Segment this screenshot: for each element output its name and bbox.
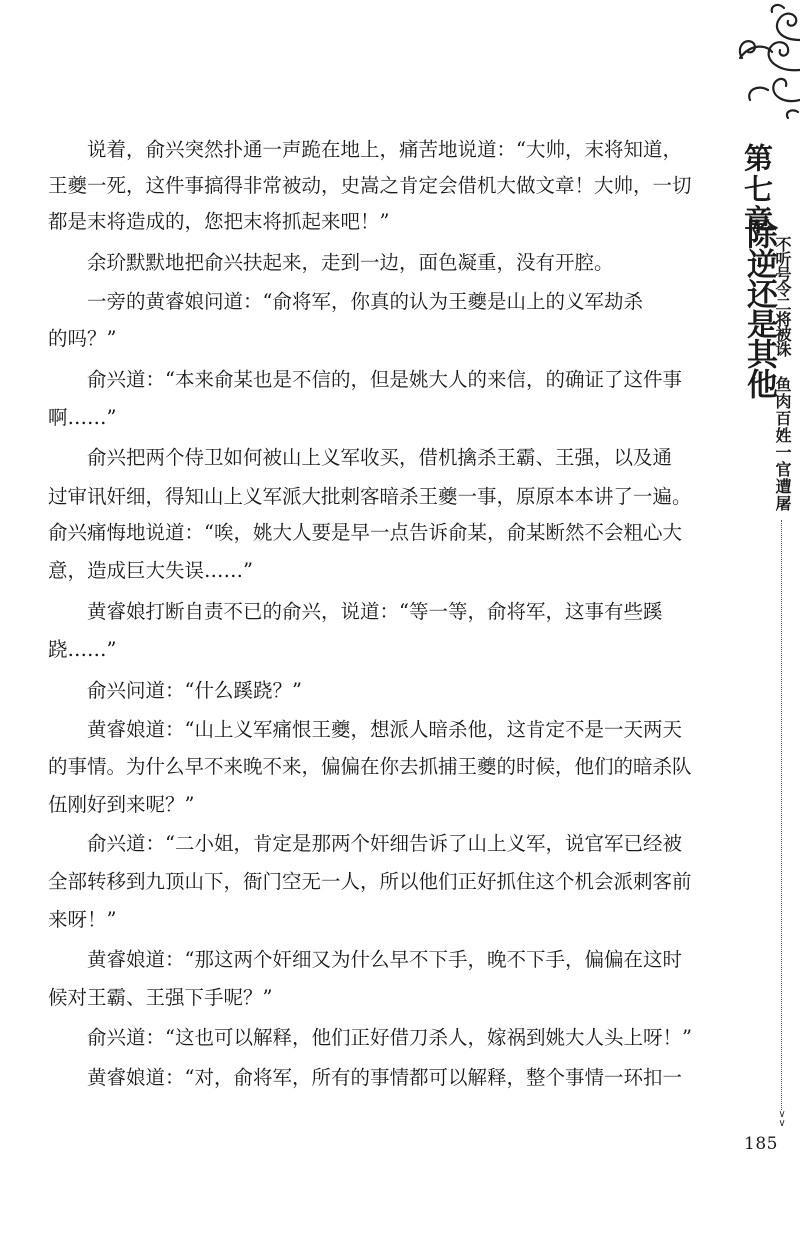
text-line: 余玠默默地把俞兴扶起来，走到一边，面色凝重，没有开腔。 [48, 251, 614, 274]
text-line: 黄睿娘道：“那这两个奸细又为什么早不下手，晚不下手，偏偏在这时 [48, 948, 682, 971]
text-line: 的事情。为什么早不来晚不来，偏偏在你去抓捕王夔的时候，他们的暗杀队 [48, 755, 692, 778]
text-line: 都是末将造成的，您把末将抓起来吧！” [48, 210, 390, 233]
text-line: 全部转移到九顶山下，衙门空无一人，所以他们正好抓住这个机会派刺客前 [48, 870, 692, 893]
text-line: 黄睿娘道：“山上义军痛恨王夔，想派人暗杀他，这肯定不是一天两天 [48, 718, 682, 741]
text-line: 黄睿娘打断自责不已的俞兴，说道：“等一等，俞将军，这事有些蹊 [48, 600, 663, 623]
text-line: 的吗？” [48, 327, 117, 350]
text-line: 俞兴把两个侍卫如何被山上义军收买，借机擒杀王霸、王强，以及通 [48, 446, 673, 469]
text-line: 跷……” [48, 638, 117, 661]
text-line: 一旁的黄睿娘问道：“俞将军，你真的认为王夔是山上的义军劫杀 [48, 290, 643, 313]
text-line: 伍刚好到来呢？” [48, 793, 195, 816]
text-line: 王夔一死，这件事搞得非常被动，史嵩之肯定会借机大做文章！大帅，一切 [48, 174, 692, 197]
text-line: 说着，俞兴突然扑通一声跪在地上，痛苦地说道：“大帅，末将知道， [48, 138, 682, 161]
section-subtitle: 不听号令二将被诛 [773, 236, 792, 356]
chapter-title: 除逆还是其他 [741, 218, 777, 398]
text-line: 啊……” [48, 406, 117, 429]
text-line: 俞兴道：“本来俞某也是不信的，但是姚大人的来信，的确证了这件事 [48, 368, 682, 391]
margin-divider [781, 520, 782, 1110]
section-subtitle: 鱼肉百姓一官遭屠 [773, 376, 792, 512]
text-line: 过审讯奸细，得知山上义军派大批刺客暗杀王夔一事，原原本本讲了一遍。 [48, 485, 692, 508]
text-line: 俞兴道：“这也可以解释，他们正好借刀杀人，嫁祸到姚大人头上呀！” [48, 1026, 692, 1049]
text-line: 候对王霸、王强下手呢？” [48, 986, 273, 1009]
text-line: 黄睿娘道：“对，俞将军，所有的事情都可以解释，整个事情一环扣一 [48, 1066, 682, 1089]
chevron-down-icon: ∨ ∨ [778, 1109, 786, 1129]
cloud-ornament-icon [680, 0, 800, 120]
text-line: 来呀！” [48, 908, 117, 931]
text-line: 俞兴痛悔地说道：“唉，姚大人要是早一点告诉俞某，俞某断然不会粗心大 [48, 521, 682, 544]
chapter-number: 第七章 [740, 143, 774, 236]
text-line: 俞兴问道：“什么蹊跷？” [48, 679, 302, 702]
text-line: 意，造成巨大失误……” [48, 559, 253, 582]
page-number: 185 [744, 1134, 778, 1154]
text-line: 俞兴道：“二小姐，肯定是那两个奸细告诉了山上义军，说官军已经被 [48, 832, 682, 855]
